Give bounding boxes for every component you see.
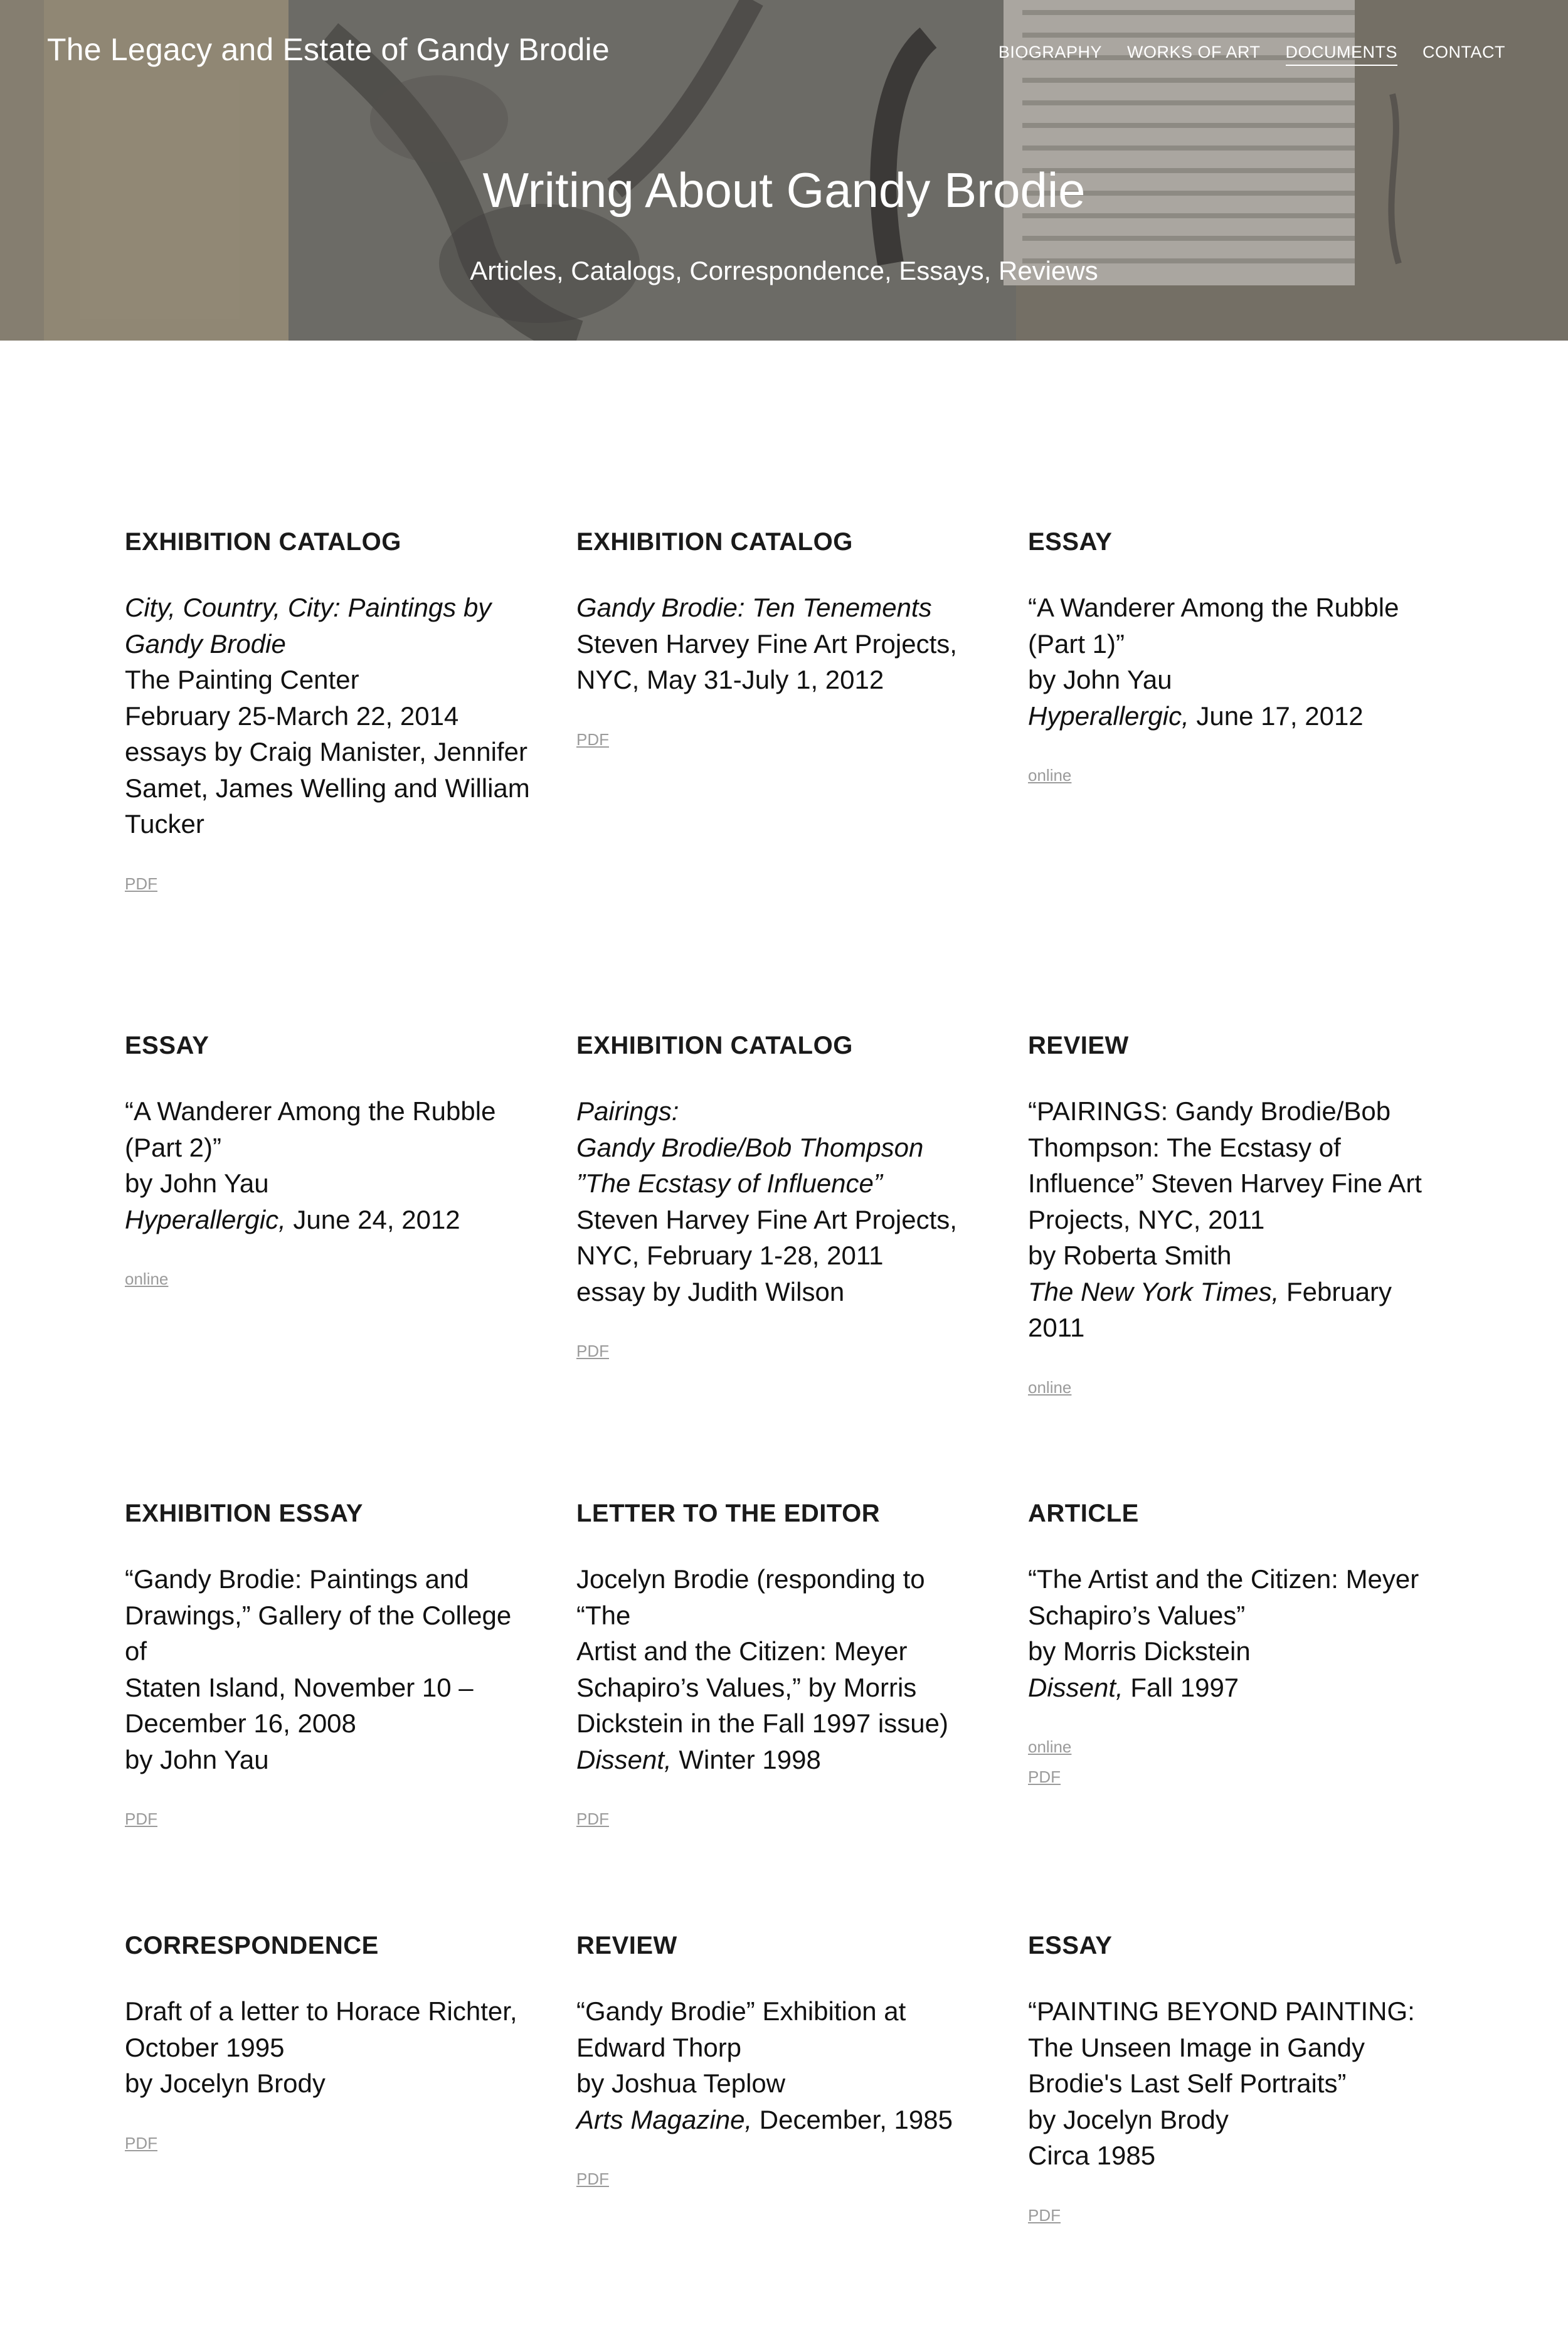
entry-title: Gandy Brodie (125, 628, 286, 659)
entry-type: REVIEW (576, 1932, 677, 1959)
entry-description (1028, 1561, 1436, 1705)
entry-description (576, 1561, 984, 1777)
entry-description (1028, 1993, 1436, 2174)
entry-card (1028, 1029, 1436, 1402)
entry-card (1028, 526, 1436, 790)
hero-banner (0, 0, 1568, 341)
entry-type: ESSAY (1028, 1932, 1113, 1959)
entry-description (125, 1093, 532, 1237)
entry-links (1028, 1732, 1436, 1792)
entry-links (125, 869, 532, 899)
main-navigation (999, 43, 1505, 66)
entry-links (576, 1804, 984, 1834)
entry-card (1028, 1497, 1436, 1792)
entry-credit: essay by Judith Wilson (576, 1276, 845, 1306)
entry-publication: Dissent, (576, 1744, 672, 1774)
pdf-link[interactable]: PDF (125, 1809, 157, 1828)
entry-description (125, 1561, 532, 1777)
entry-venue: Staten Island, November 10 – (125, 1672, 474, 1702)
entry-venue: Edward Thorp (576, 2032, 742, 2062)
entry-author: by Morris Dickstein (1028, 1636, 1251, 1666)
entry-type: ESSAY (1028, 528, 1113, 556)
nav-documents[interactable]: DOCUMENTS (1286, 43, 1398, 66)
entry-author: by Roberta Smith (1028, 1241, 1232, 1270)
entry-description (1028, 1093, 1436, 1346)
entry-card (1028, 1929, 1436, 2230)
entry-title: Thompson: The Ecstasy of (1028, 1132, 1341, 1162)
entry-venue: The Painting Center (125, 665, 359, 694)
entry-date: June 17, 2012 (1189, 701, 1364, 731)
entry-title: “A Wanderer Among the Rubble (125, 1096, 496, 1126)
entry-links (1028, 760, 1436, 790)
entry-title: City, Country, City: Paintings by (125, 593, 492, 622)
entry-title: “A Wanderer Among the Rubble (1028, 593, 1399, 622)
entry-links (125, 1804, 532, 1834)
pdf-link[interactable]: PDF (1028, 1767, 1061, 1786)
entry-publication: Hyperallergic, (125, 1204, 286, 1234)
entry-card (576, 1497, 984, 1834)
entry-publication: Arts Magazine, (576, 2104, 753, 2134)
entry-links (1028, 1372, 1436, 1402)
pdf-link[interactable]: PDF (576, 1342, 609, 1360)
entry-date: October 1995 (125, 2032, 285, 2062)
entry-title: “Gandy Brodie” Exhibition at (576, 1996, 906, 2026)
entry-type: EXHIBITION CATALOG (576, 1032, 853, 1059)
entry-date: NYC, February 1-28, 2011 (576, 1241, 884, 1270)
entry-title: “PAIRINGS: Gandy Brodie/Bob (1028, 1096, 1391, 1126)
entry-title: Jocelyn Brodie (responding to “The (576, 1564, 925, 1630)
entry-description (1028, 590, 1436, 734)
entry-description (576, 590, 984, 698)
pdf-link[interactable]: PDF (125, 2133, 157, 2153)
entry-card (576, 1929, 984, 2194)
online-link[interactable]: online (1028, 766, 1072, 785)
entry-date: February 25-March 22, 2014 (125, 701, 459, 731)
entry-type: ESSAY (125, 1032, 209, 1059)
entry-type: CORRESPONDENCE (125, 1932, 379, 1959)
entry-type: REVIEW (1028, 1032, 1129, 1059)
entry-type: LETTER TO THE EDITOR (576, 1500, 881, 1527)
entry-date: Circa 1985 (1028, 2141, 1156, 2170)
entry-title: ”The Ecstasy of Influence” (576, 1168, 882, 1198)
entry-title: “Gandy Brodie: Paintings and (125, 1564, 469, 1594)
entry-title: Influence” Steven Harvey Fine Art (1028, 1168, 1422, 1198)
entry-credit: Tucker (125, 809, 204, 839)
entry-venue: Projects, NYC, 2011 (1028, 1204, 1265, 1234)
entry-title: “PAINTING BEYOND PAINTING: (1028, 1996, 1415, 2026)
entry-date: NYC, May 31-July 1, 2012 (576, 665, 884, 694)
entry-type: EXHIBITION CATALOG (576, 528, 853, 556)
entry-publication: The New York Times, (1028, 1276, 1279, 1306)
entry-publication: Dissent, (1028, 1672, 1123, 1702)
site-title-link[interactable]: The Legacy and Estate of Gandy Brodie (47, 32, 610, 67)
entry-date: February 2011 (1028, 1276, 1392, 1342)
entry-links (576, 1336, 984, 1366)
online-link[interactable]: online (1028, 1737, 1072, 1756)
entry-links (576, 2164, 984, 2194)
nav-works-of-art[interactable]: WORKS OF ART (1126, 43, 1261, 61)
entry-title: Dickstein in the Fall 1997 issue) (576, 1708, 948, 1738)
entry-card (576, 526, 984, 755)
entry-author: by Jocelyn Brody (1028, 2104, 1229, 2134)
pdf-link[interactable]: PDF (576, 2169, 609, 2188)
entry-title: Pairings: (576, 1096, 679, 1126)
entry-publication: Hyperallergic, (1028, 701, 1189, 731)
pdf-link[interactable]: PDF (576, 729, 609, 749)
entry-description (125, 590, 532, 842)
entry-date: December 16, 2008 (125, 1708, 356, 1738)
nav-biography[interactable]: BIOGRAPHY (998, 43, 1102, 61)
entry-author: by John Yau (125, 1168, 269, 1198)
entry-credit: essays by Craig Manister, Jennifer (125, 737, 527, 766)
entry-title: The Unseen Image in Gandy (1028, 2032, 1365, 2062)
nav-contact[interactable]: CONTACT (1422, 43, 1505, 61)
entry-title: (Part 2)” (125, 1132, 222, 1162)
entry-title: Artist and the Citizen: Meyer (576, 1636, 908, 1666)
entry-credit: Samet, James Welling and William (125, 773, 530, 803)
entry-title: Draft of a letter to Horace Richter, (125, 1996, 517, 2026)
entry-title: Drawings,” Gallery of the College of (125, 1600, 512, 1666)
page-subtitle: Articles, Catalogs, Correspondence, Essays, Reviews (470, 256, 1098, 285)
page-title: Writing About Gandy Brodie (482, 162, 1086, 218)
entry-venue: Steven Harvey Fine Art Projects, (576, 1204, 957, 1234)
entry-card (576, 1029, 984, 1366)
entry-card (125, 1929, 532, 2158)
entry-title: (Part 1)” (1028, 628, 1125, 659)
entry-title: Brodie's Last Self Portraits” (1028, 2069, 1347, 2098)
entry-type: EXHIBITION CATALOG (125, 528, 401, 556)
online-link[interactable]: online (1028, 1377, 1072, 1397)
pdf-link[interactable]: PDF (1028, 2205, 1061, 2225)
entry-description (576, 1093, 984, 1310)
entry-author: by Joshua Teplow (576, 2069, 786, 2098)
entry-links (125, 1264, 532, 1294)
entry-venue: Steven Harvey Fine Art Projects, (576, 628, 957, 659)
entry-card (125, 1497, 532, 1834)
entry-date: Winter 1998 (671, 1744, 821, 1774)
entry-title: “The Artist and the Citizen: Meyer (1028, 1564, 1419, 1594)
pdf-link[interactable]: PDF (576, 1809, 609, 1828)
entry-links (125, 2128, 532, 2158)
entry-date: December, 1985 (752, 2104, 953, 2134)
entry-author: by John Yau (125, 1744, 269, 1774)
entry-title: Schapiro’s Values,” by Morris (576, 1672, 917, 1702)
entry-type: EXHIBITION ESSAY (125, 1500, 363, 1527)
entry-card (125, 526, 532, 899)
entry-title: Schapiro’s Values” (1028, 1600, 1246, 1630)
entry-links (576, 724, 984, 755)
entry-type: ARTICLE (1028, 1500, 1139, 1527)
entry-links (1028, 2200, 1436, 2230)
online-link[interactable]: online (125, 1269, 169, 1288)
entry-date: June 24, 2012 (285, 1204, 460, 1234)
entry-title: Gandy Brodie/Bob Thompson (576, 1132, 924, 1162)
pdf-link[interactable]: PDF (125, 874, 157, 893)
entry-card (125, 1029, 532, 1294)
entry-author: by Jocelyn Brody (125, 2069, 326, 2098)
entry-author: by John Yau (1028, 665, 1172, 694)
entry-date: Fall 1997 (1123, 1672, 1239, 1702)
entry-title: Gandy Brodie: Ten Tenements (576, 593, 932, 622)
entry-description (576, 1993, 984, 2137)
entry-description (125, 1993, 532, 2102)
